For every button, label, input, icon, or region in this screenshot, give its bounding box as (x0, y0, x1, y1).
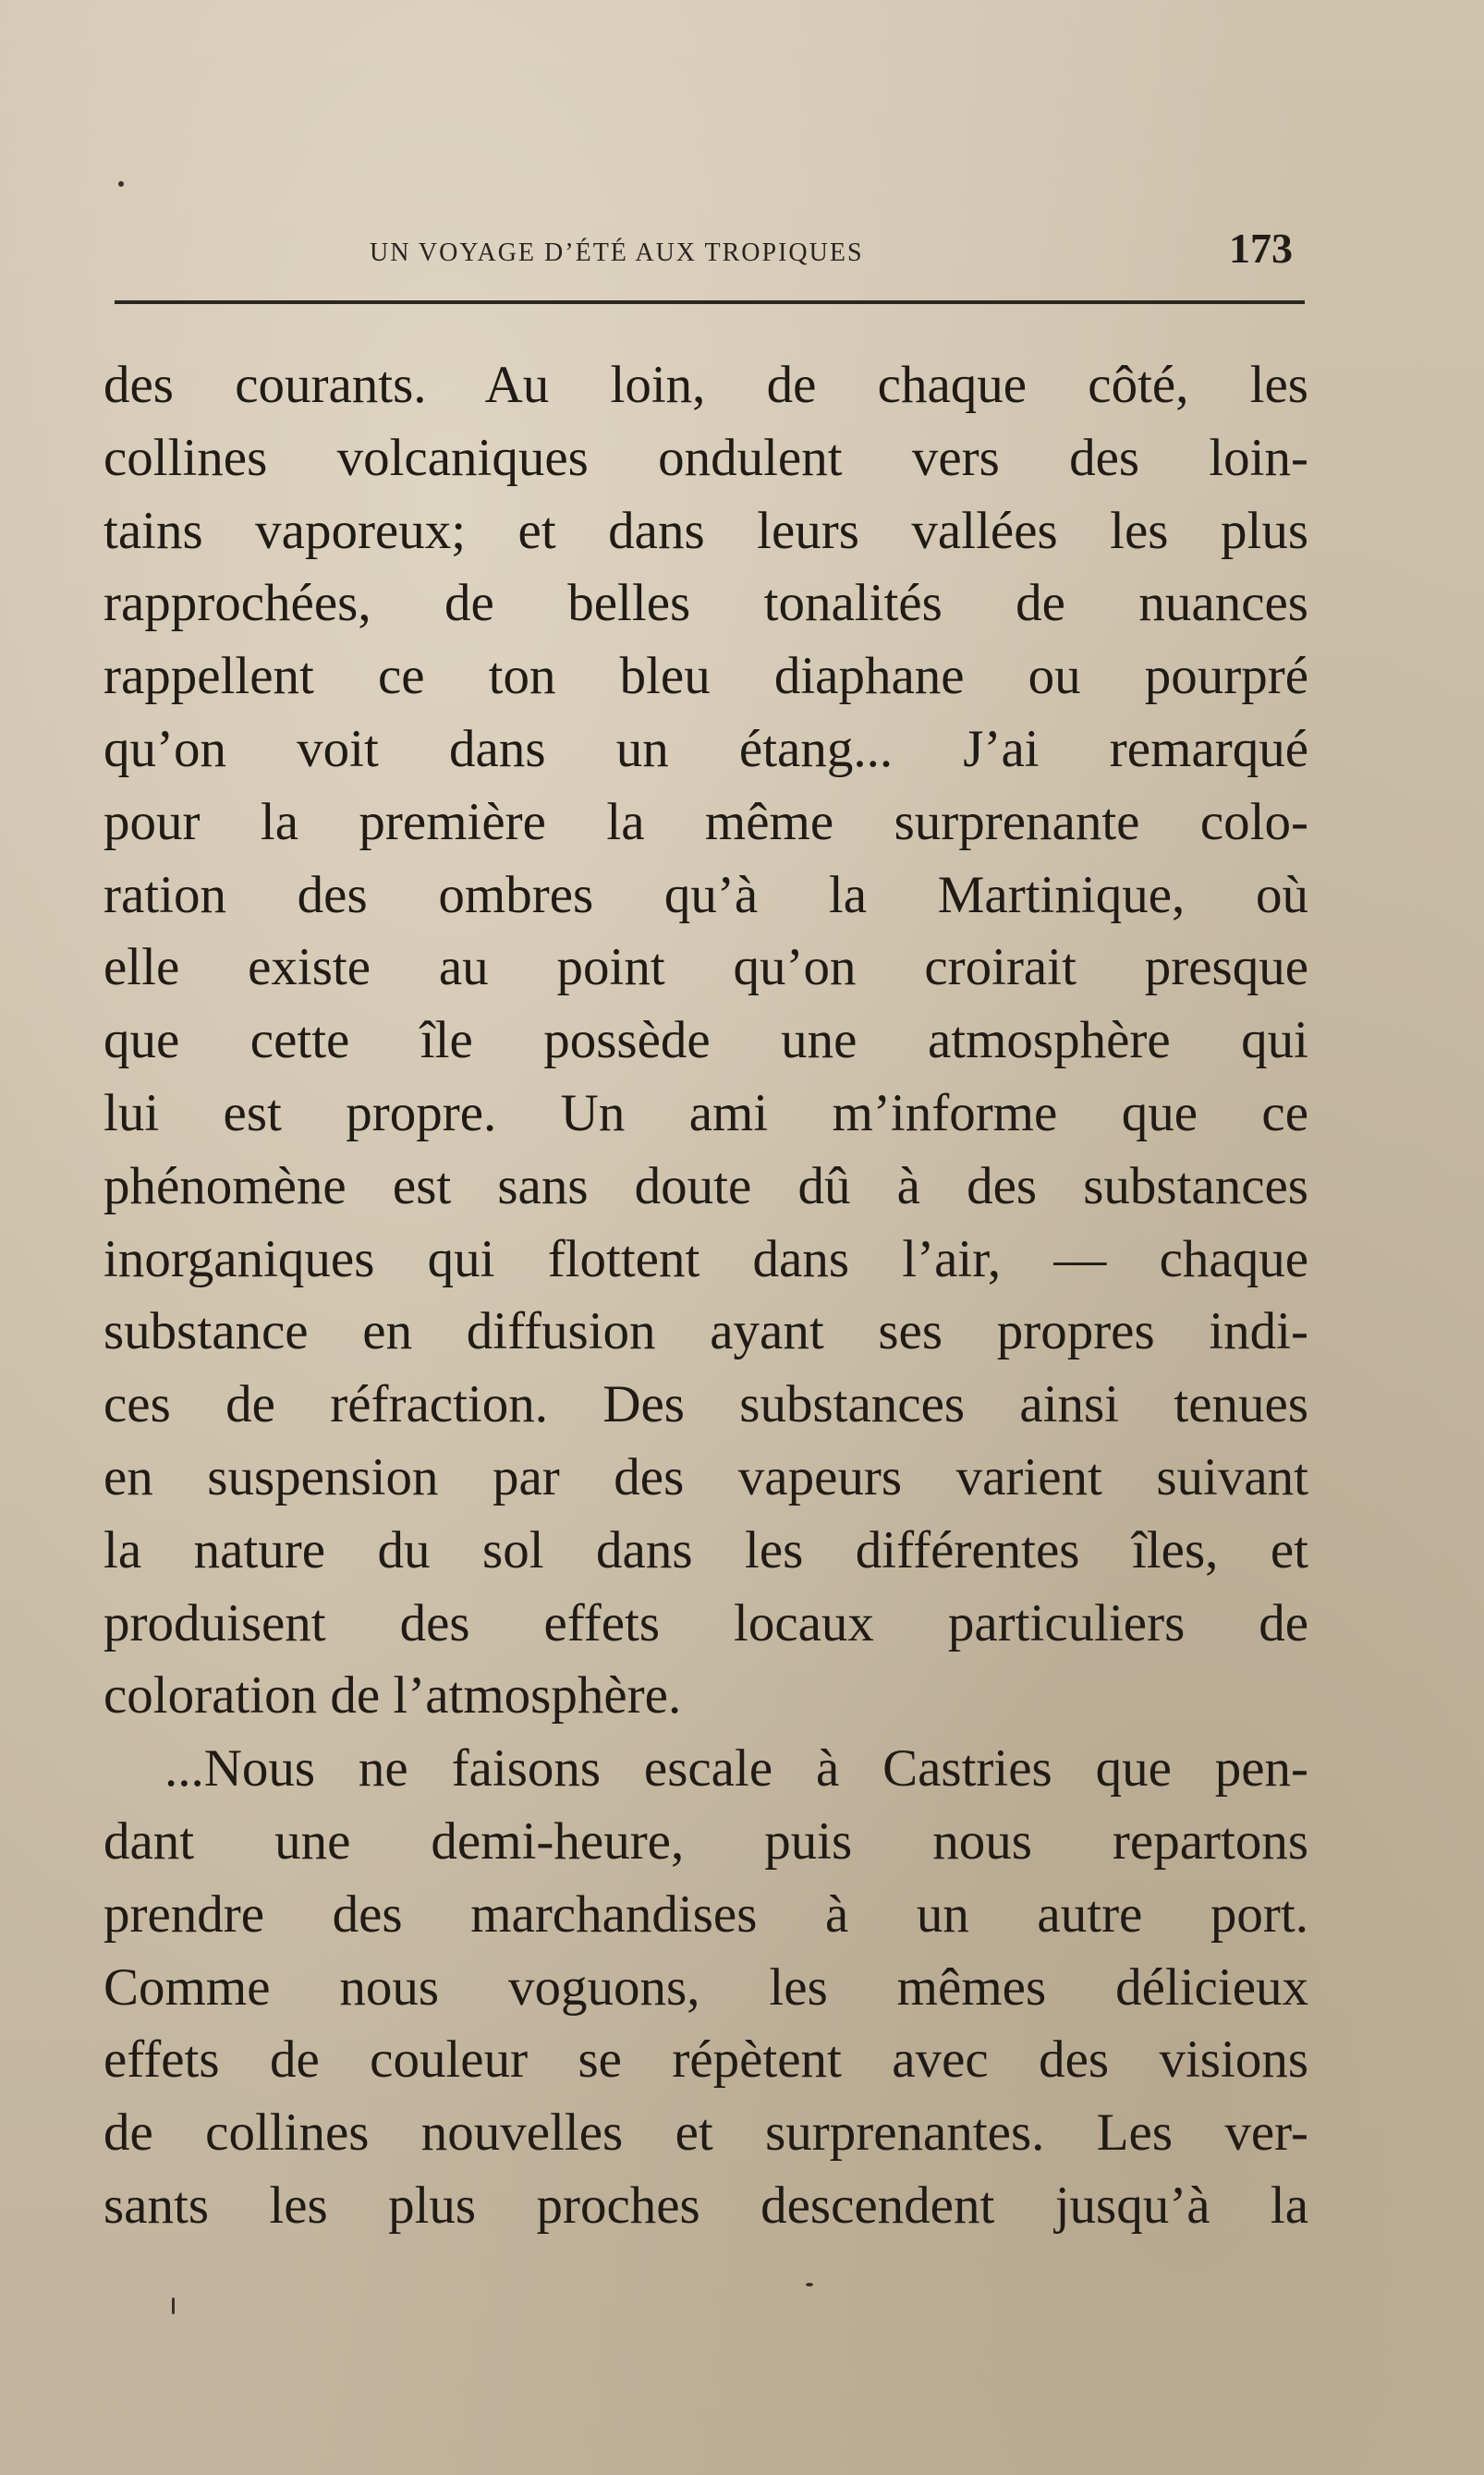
text-line: ces de réfraction. Des substances ainsi tenues (103, 1375, 1308, 1434)
paper-speck (806, 2283, 813, 2286)
page-number: 173 (1229, 225, 1293, 272)
text-line: ration des ombres qu’à la Martinique, où (103, 865, 1308, 924)
text-line: rappellent ce ton bleu diaphane ou pourpré (103, 647, 1308, 706)
paragraph-start-line: ...Nous ne faisons escale à Castries que pen- (164, 1739, 1308, 1798)
text-line: elle existe au point qu’on croirait presque (103, 938, 1308, 997)
text-line: Comme nous voguons, les mêmes délicieux (103, 1957, 1308, 2017)
paper-speck (172, 2298, 175, 2314)
text-line: phénomène est sans doute dû à des substances (103, 1156, 1308, 1215)
body-text (103, 349, 1308, 2243)
text-line: prendre des marchandises à un autre port. (103, 1884, 1308, 1944)
text-line: effets de couleur se répètent avec des visions (103, 2030, 1308, 2090)
page-header (0, 225, 1484, 287)
text-line: la nature du sol dans les différentes îles, et (103, 1520, 1308, 1579)
text-line: pour la première la même surprenante colo- (103, 792, 1308, 851)
text-line: qu’on voit dans un étang... J’ai remarqué (103, 719, 1308, 778)
text-line: en suspension par des vapeurs varient suivant (103, 1447, 1308, 1506)
text-line: produisent des effets locaux particuliers de (103, 1593, 1308, 1652)
text-line: rapprochées, de belles tonalités de nuances (103, 574, 1308, 633)
text-line: de collines nouvelles et surprenantes. Les ver- (103, 2103, 1308, 2163)
text-line: inorganiques qui flottent dans l’air, — chaque (103, 1229, 1308, 1288)
text-line: des courants. Au loin, de chaque côté, les (103, 356, 1308, 414)
header-rule (115, 300, 1305, 304)
paragraph-end-line: coloration de l’atmosphère. (103, 1666, 682, 1725)
text-line: tains vaporeux; et dans leurs vallées les plus (103, 501, 1308, 560)
text-line: dant une demi-heure, puis nous repartons (103, 1811, 1308, 1871)
text-line: substance en diffusion ayant ses propres indi- (103, 1302, 1308, 1361)
text-line: que cette île possède une atmosphère qui (103, 1011, 1308, 1070)
text-line: sants les plus proches descendent jusqu’à la (103, 2176, 1308, 2235)
paper-speck (118, 181, 124, 187)
text-line: collines volcaniques ondulent vers des loin- (103, 428, 1308, 487)
text-line: lui est propre. Un ami m’informe que ce (103, 1083, 1308, 1142)
running-title: UN VOYAGE D’ÉTÉ AUX TROPIQUES (370, 238, 864, 267)
